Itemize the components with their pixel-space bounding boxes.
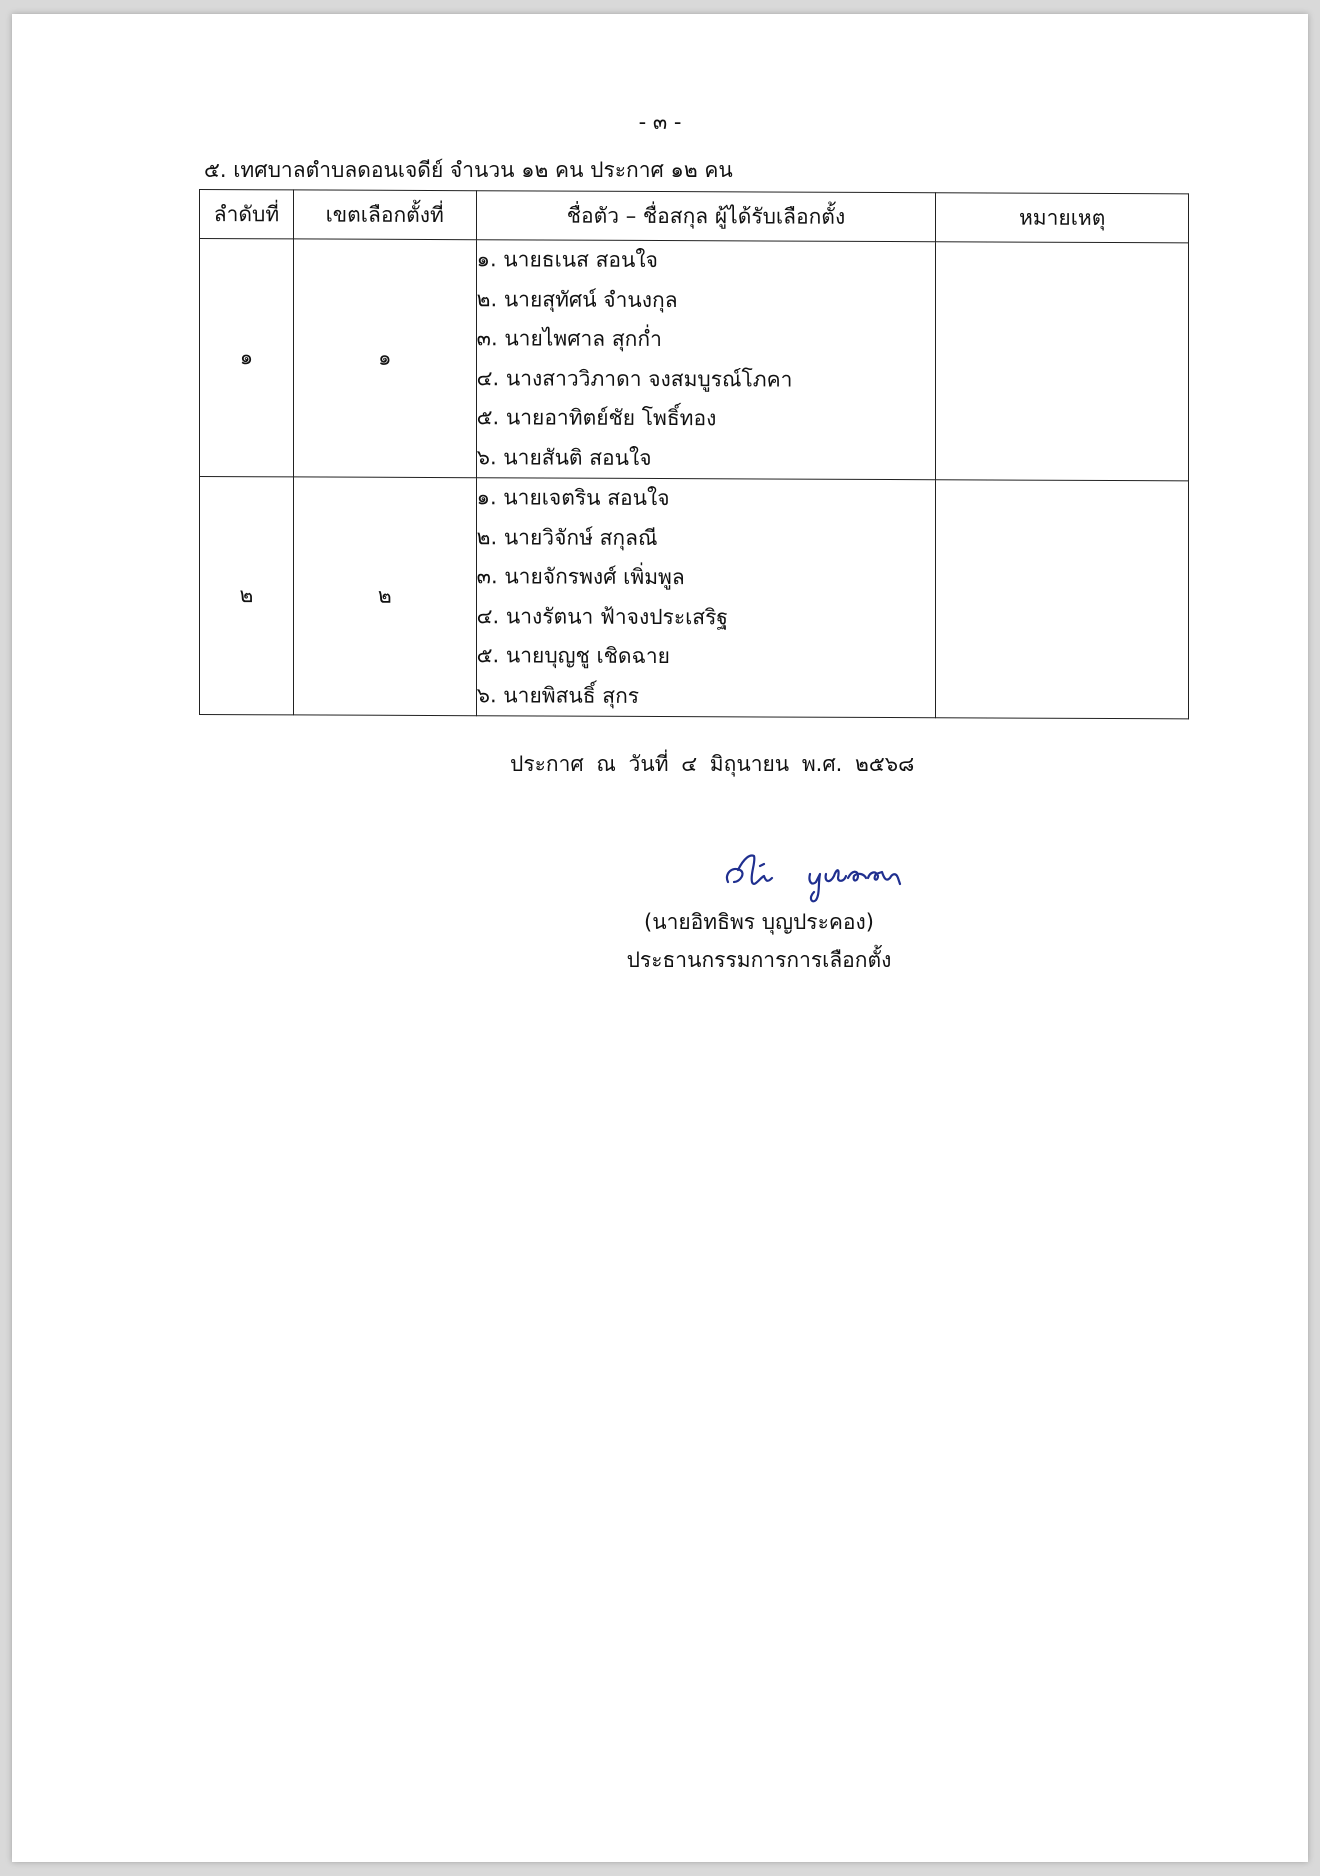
elected-name: ๔. นางรัตนา ฟ้าจงประเสริฐ <box>476 603 728 629</box>
note-cell <box>936 480 1189 719</box>
names-cell <box>476 240 936 480</box>
elected-members-table <box>199 189 1189 719</box>
section-heading: ๕. เทศบาลตำบลดอนเจดีย์ จำนวน ๑๒ คน ประกาศ ๑๒ คน <box>204 158 733 182</box>
elected-name: ๕. นายอาทิตย์ชัย โพธิ์ทอง <box>476 405 717 431</box>
announcement-date: ประกาศ ณ วันที่ ๔ มิถุนายน พ.ศ. ๒๕๖๘ <box>510 752 915 776</box>
zone-cell: ๒ <box>293 477 476 716</box>
order-cell: ๒ <box>200 477 294 715</box>
elected-name: ๓. นายจักรพงศ์ เพิ่มพูล <box>476 564 685 590</box>
elected-name: ๖. นายสันติ สอนใจ <box>476 444 652 470</box>
page-number: - ๓ - <box>638 110 682 134</box>
header-zone: เขตเลือกตั้งที่ <box>293 190 476 240</box>
elected-name: ๔. นางสาววิภาดา จงสมบูรณ์โภคา <box>476 365 793 392</box>
signer-title: ประธานกรรมการการเลือกตั้ง <box>626 948 892 972</box>
header-names: ชื่อตัว – ชื่อสกุล ผู้ได้รับเลือกตั้ง <box>476 191 936 242</box>
note-cell <box>936 242 1189 481</box>
order-cell: ๑ <box>200 239 294 477</box>
elected-name: ๕. นายบุญชู เชิดฉาย <box>476 643 670 669</box>
names-cell <box>476 478 936 718</box>
table-header-row <box>200 190 1189 243</box>
elected-name: ๑. นายธเนส สอนใจ <box>476 247 658 273</box>
signer-name: (นายอิทธิพร บุญประคอง) <box>644 910 874 934</box>
handwritten-signature <box>720 848 930 904</box>
table-row <box>200 239 1189 481</box>
header-note: หมายเหตุ <box>936 193 1189 243</box>
elected-name: ๒. นายวิจักษ์ สกุลณี <box>476 524 658 550</box>
elected-name: ๑. นายเจตริน สอนใจ <box>476 485 670 511</box>
zone-cell: ๑ <box>293 239 476 478</box>
elected-name: ๖. นายพิสนธิ์ สุกร <box>476 682 640 708</box>
elected-name: ๓. นายไพศาล สุกก่ำ <box>476 326 662 352</box>
table-row <box>200 477 1189 719</box>
elected-name: ๒. นายสุทัศน์ จำนงกุล <box>476 286 678 312</box>
header-order: ลำดับที่ <box>200 190 294 239</box>
